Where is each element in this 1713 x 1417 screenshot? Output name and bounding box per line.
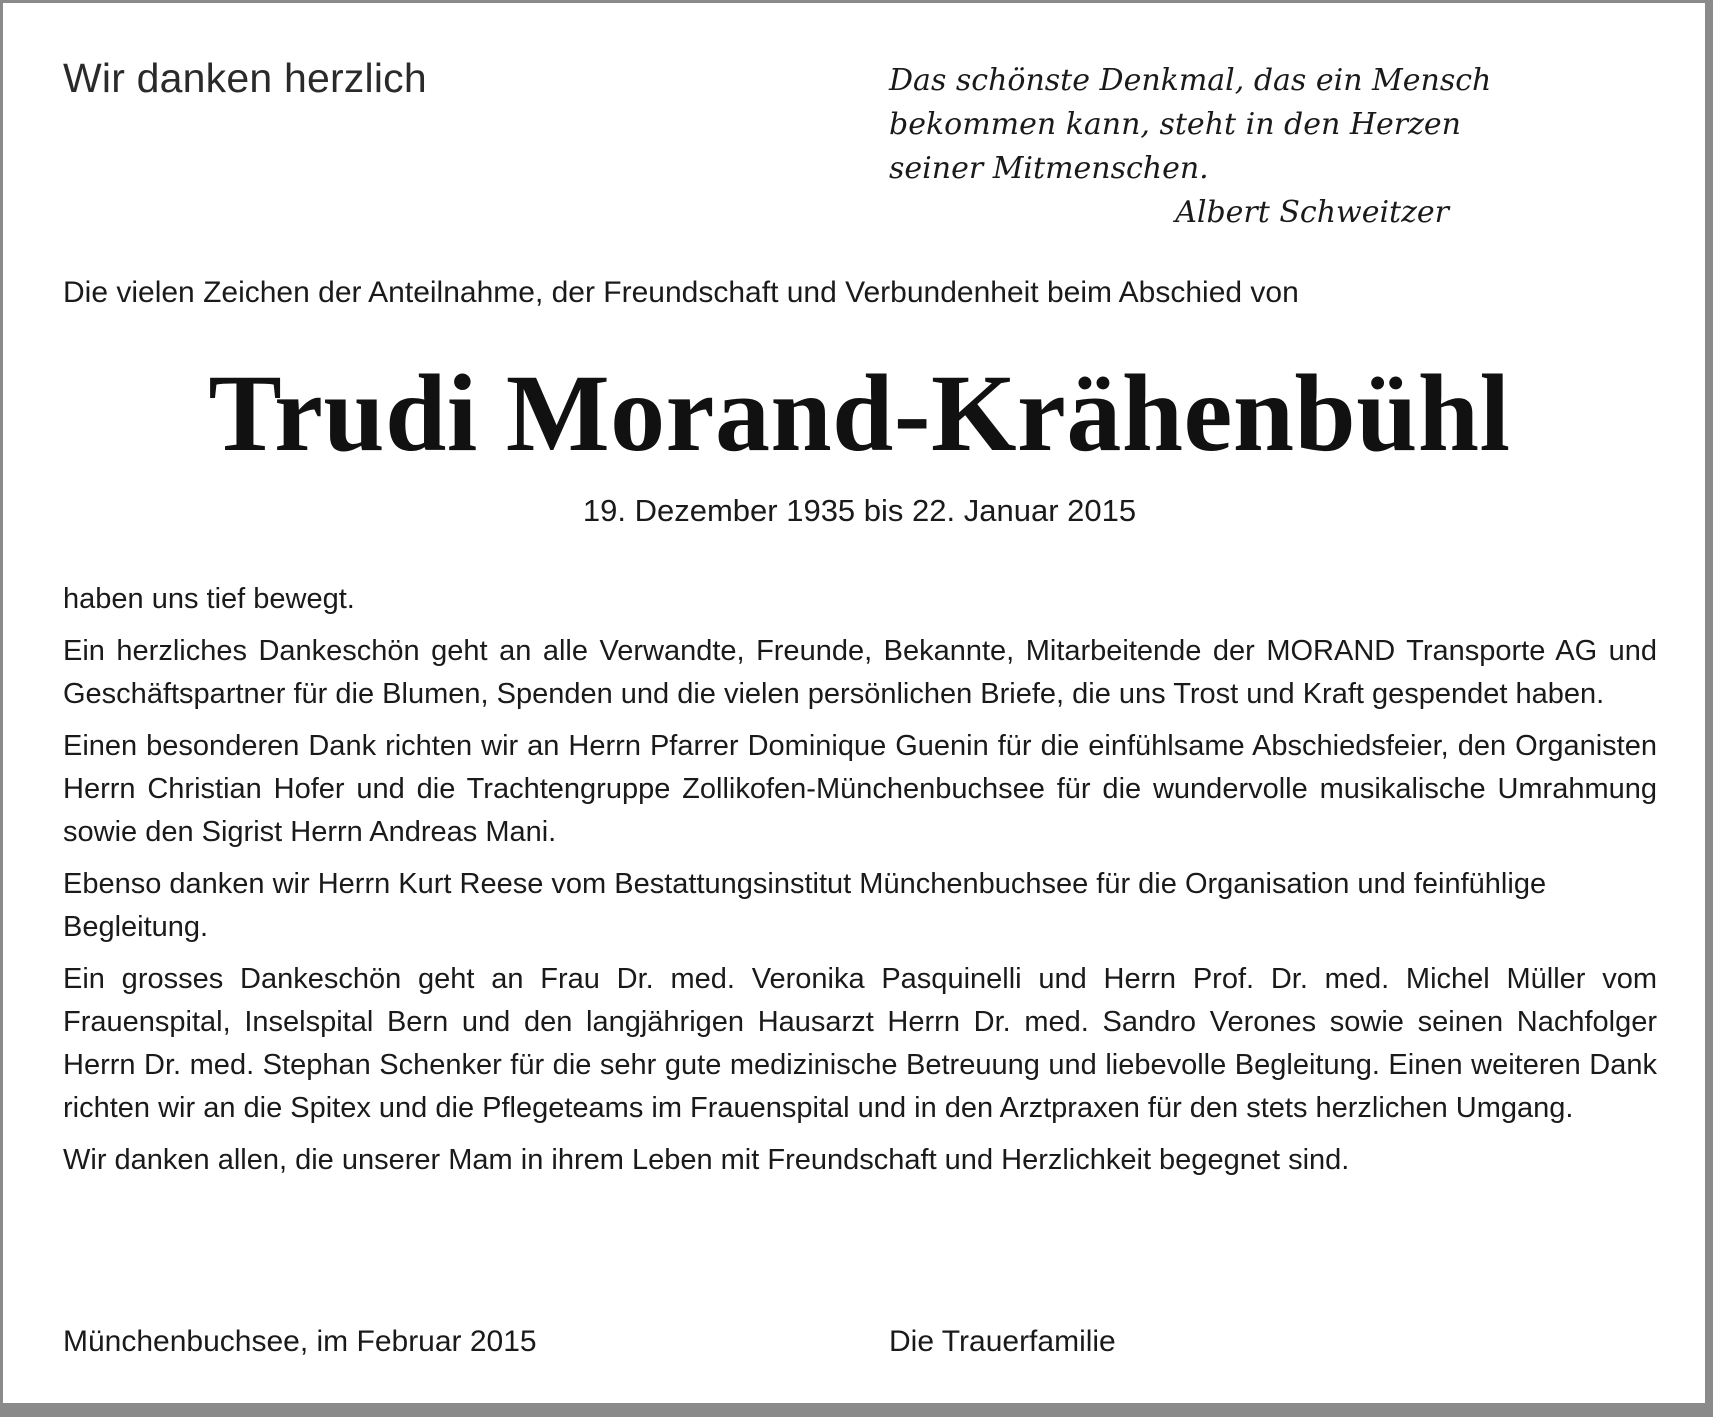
paragraph: Einen besonderen Dank richten wir an Herrn Pfarrer Dominique Guenin für die einfühlsame Abschiedsfeier, den Organisten Herrn Christian Hofer und die Trachtengruppe Zollikofen-Münchenbuchsee für die wundervolle musikalische Umrahmung sowie den Sigrist Herrn Andreas Mani. [63,730,1657,848]
deceased-name: Trudi Morand-Krähenbühl [208,352,1511,474]
quote-line: Das schönste Denkmal, das ein Mensch [889,63,1492,98]
place-date: Münchenbuchsee, im Februar 2015 [63,1325,537,1358]
paragraph: Ein herzliches Dankeschön geht an alle Verwandte, Freunde, Bekannte, Mitarbeitende der MORAND Transporte AG und Geschäftspartner für die Blumen, Spenden und die vielen persönlichen Briefe, die uns Trost und Kraft gespendet haben. [63,635,1657,710]
signature: Die Trauerfamilie [889,1325,1116,1358]
paragraph: Ein grosses Dankeschön geht an Frau Dr. med. Veronika Pasquinelli und Herrn Prof. Dr. med. Michel Müller vom Frauenspital, Inselspital Bern und den langjährigen Hausarzt Herrn Dr. med. Sandro Verones sowie seinen Nachfolger Herrn Dr. med. Stephan Schenker für die sehr gute medizinische Betreuung und liebevolle Begleitung. Einen weiteren Dank richten wir an die Spitex und die Pflegeteams im Frauenspital und in den Arztpraxen für den stets herzlichen Umgang. [63,963,1657,1124]
quote-block [889,59,1492,235]
quote-author: Albert Schweitzer [1175,195,1449,230]
life-dates: 19. Dezember 1935 bis 22. Januar 2015 [582,493,1137,528]
quote-line: bekommen kann, steht in den Herzen [889,107,1462,142]
paragraph: haben uns tief bewegt. [63,583,355,615]
paragraph: Wir danken allen, die unserer Mam in ihrem Leben mit Freundschaft und Herzlichkeit begegnet sind. [63,1144,1350,1176]
intro-text: Die vielen Zeichen der Anteilnahme, der Freundschaft und Verbundenheit beim Abschied von [63,276,1299,309]
paragraph: Ebenso danken wir Herrn Kurt Reese vom Bestattungsinstitut Münchenbuchsee für die Organisation und feinfühlige Begleitung. [63,868,1547,943]
quote-line: seiner Mitmenschen. [889,151,1209,186]
body-text [63,578,1657,1191]
thanks-heading: Wir danken herzlich [63,55,427,101]
